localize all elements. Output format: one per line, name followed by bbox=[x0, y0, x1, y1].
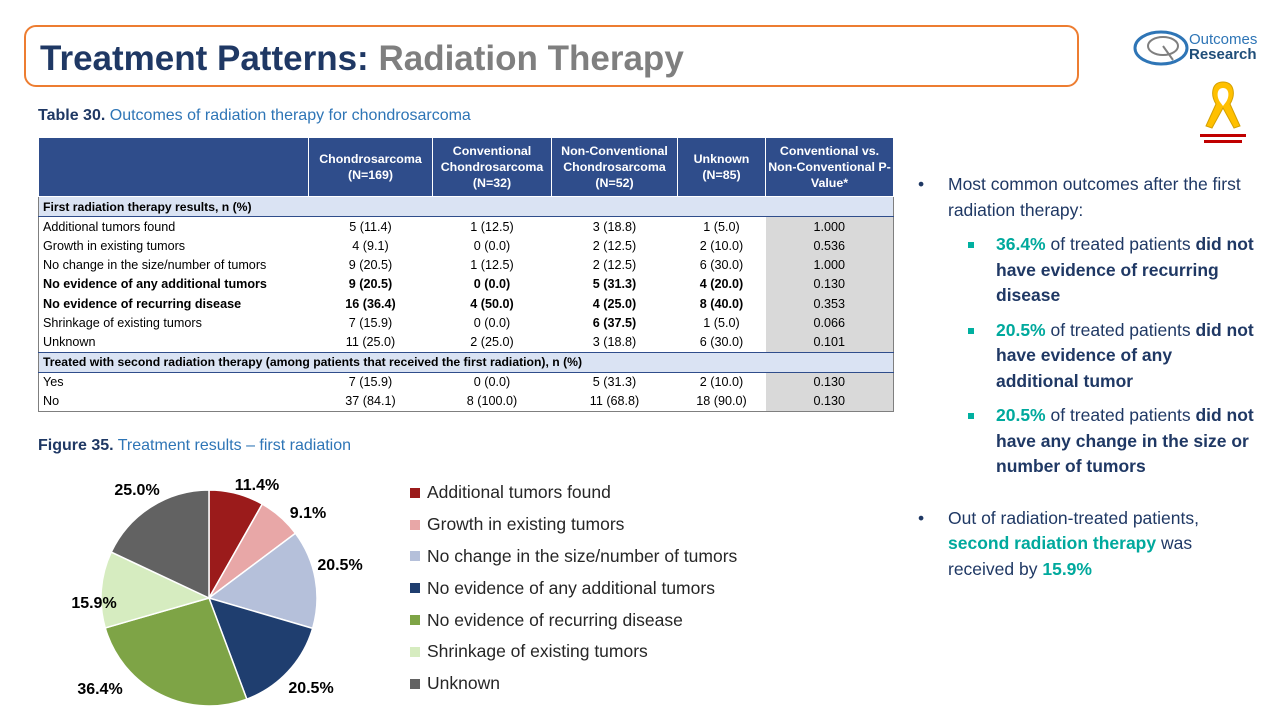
title-box bbox=[24, 25, 1079, 87]
table-cell: 3 (18.8) bbox=[592, 334, 637, 349]
table-cell: 11 (25.0) bbox=[345, 334, 396, 349]
bullet-text-mid: was received by bbox=[948, 533, 1193, 579]
table-row bbox=[39, 372, 894, 392]
pie-data-label: 36.4% bbox=[77, 681, 123, 698]
pie-data-label: 25.0% bbox=[114, 482, 160, 499]
figure-caption-label: Figure 35. bbox=[38, 437, 114, 454]
pie-data-label: 20.5% bbox=[288, 680, 334, 697]
table-row bbox=[39, 236, 894, 255]
p-value-cell: 0.130 bbox=[766, 275, 894, 294]
title-sub: Radiation Therapy bbox=[378, 39, 684, 78]
table-cell: 8 (40.0) bbox=[699, 296, 744, 311]
table-cell: 9 (20.5) bbox=[348, 277, 393, 292]
pie-data-label: 15.9% bbox=[71, 595, 117, 612]
row-label: Additional tumors found bbox=[43, 219, 176, 234]
table-cell: 2 (10.0) bbox=[699, 238, 744, 253]
sub-bullet-mid: of treated patients bbox=[1045, 234, 1196, 254]
bullet-dot-icon: • bbox=[918, 507, 925, 528]
sub-bullet-mid: of treated patients bbox=[1045, 319, 1196, 340]
sub-bullet-item bbox=[918, 232, 1258, 309]
legend-item bbox=[410, 509, 737, 541]
table-row bbox=[39, 217, 894, 237]
table-caption-label: Table 30. bbox=[38, 107, 106, 124]
table-cell: 0 (0.0) bbox=[473, 277, 511, 292]
table-cell: 5 (31.3) bbox=[592, 375, 637, 390]
table-caption bbox=[38, 107, 471, 125]
row-label: Yes bbox=[43, 375, 64, 390]
pie-data-label: 11.4% bbox=[234, 477, 280, 494]
legend-label: No evidence of recurring disease bbox=[427, 609, 683, 630]
awareness-ribbon-icon bbox=[1198, 76, 1248, 148]
table-cell: 0 (0.0) bbox=[473, 375, 511, 390]
p-value-cell: 1.000 bbox=[766, 256, 894, 275]
table-row bbox=[39, 313, 894, 332]
table-cell: 1 (12.5) bbox=[470, 219, 514, 234]
sub-bullet-pct: 20.5% bbox=[996, 405, 1046, 425]
row-label: No change in the size/number of tumors bbox=[43, 258, 267, 273]
table-row bbox=[39, 275, 894, 294]
p-value-cell: 0.066 bbox=[766, 313, 894, 332]
bullet-text-pct: 15.9% bbox=[1042, 558, 1092, 579]
p-value-cell: 1.000 bbox=[766, 217, 894, 237]
table-caption-text: Outcomes of radiation therapy for chondrosarcoma bbox=[109, 107, 471, 124]
row-label: Shrinkage of existing tumors bbox=[43, 315, 202, 330]
table-row bbox=[39, 392, 894, 412]
table-cell: 6 (30.0) bbox=[699, 258, 744, 273]
figure-caption bbox=[38, 437, 351, 455]
section-row bbox=[39, 197, 894, 217]
bullet-item bbox=[918, 172, 1258, 223]
row-label: No evidence of recurring disease bbox=[43, 296, 242, 311]
section-title: First radiation therapy results, n (%) bbox=[39, 197, 894, 217]
bullet-dot-icon: • bbox=[918, 174, 925, 194]
square-bullet-icon bbox=[968, 328, 974, 334]
p-value-cell: 0.353 bbox=[766, 294, 894, 313]
table-cell: 2 (12.5) bbox=[592, 258, 637, 273]
p-value-cell: 0.101 bbox=[766, 332, 894, 352]
section-row bbox=[39, 352, 894, 372]
column-header: Non-Conventional Chondrosarcoma (N=52) bbox=[552, 138, 678, 197]
sub-bullet-bold: did not have evidence of recurring disease bbox=[996, 234, 1254, 305]
title-main: Treatment Patterns: bbox=[40, 39, 369, 78]
table-row bbox=[39, 256, 894, 275]
logo-line1: Outcomes bbox=[1189, 31, 1258, 48]
figure-caption-text: Treatment results – first radiation bbox=[117, 437, 352, 454]
row-label: Unknown bbox=[43, 334, 96, 349]
legend-swatch bbox=[410, 488, 420, 498]
column-header: Conventional Chondrosarcoma (N=32) bbox=[433, 138, 552, 197]
legend-item bbox=[410, 636, 737, 668]
pie-data-label: 9.1% bbox=[289, 505, 327, 522]
bullet-text-teal: second radiation therapy bbox=[948, 533, 1157, 553]
table-header-row bbox=[39, 138, 894, 197]
table-cell: 0 (0.0) bbox=[473, 238, 511, 253]
row-label: Growth in existing tumors bbox=[43, 238, 186, 253]
table-cell: 7 (15.9) bbox=[348, 375, 393, 390]
table-row bbox=[39, 294, 894, 313]
p-value-cell: 0.130 bbox=[766, 372, 894, 392]
table-cell: 37 (84.1) bbox=[309, 392, 433, 412]
table-cell: 1 (5.0) bbox=[703, 315, 740, 330]
table-cell: 5 (31.3) bbox=[592, 277, 637, 292]
bullet-text: Most common outcomes after the first radiation therapy: bbox=[948, 174, 1241, 220]
table-cell: 4 (50.0) bbox=[470, 296, 514, 311]
pie-chart bbox=[71, 468, 380, 713]
legend-label: No change in the size/number of tumors bbox=[427, 545, 738, 566]
chart-legend bbox=[410, 477, 737, 700]
section-title: Treated with second radiation therapy (among patients that received the first radiation), n (%) bbox=[39, 352, 894, 372]
radiation-outcomes-table bbox=[38, 137, 894, 412]
table-cell: 6 (30.0) bbox=[699, 334, 744, 349]
table-cell: 16 (36.4) bbox=[345, 296, 396, 311]
square-bullet-icon bbox=[968, 413, 974, 419]
outcomes-research-logo bbox=[1133, 26, 1273, 70]
table-cell: 9 (20.5) bbox=[348, 258, 393, 273]
legend-swatch bbox=[410, 647, 420, 657]
bullet-item bbox=[918, 506, 1258, 583]
column-header: Conventional vs. Non-Conventional P-Value* bbox=[766, 138, 894, 197]
pie-data-label: 20.5% bbox=[317, 557, 363, 574]
table-cell: 4 (20.0) bbox=[699, 277, 744, 292]
row-label: No bbox=[39, 392, 309, 412]
row-label: No evidence of any additional tumors bbox=[43, 277, 267, 292]
key-findings bbox=[918, 172, 1258, 582]
legend-item bbox=[410, 541, 737, 573]
sub-bullet-mid: of treated patients bbox=[1045, 405, 1196, 425]
legend-item bbox=[410, 604, 737, 636]
table-row bbox=[39, 332, 894, 352]
table-cell: 2 (12.5) bbox=[592, 238, 637, 253]
table-cell: 2 (10.0) bbox=[699, 375, 744, 390]
legend-item bbox=[410, 477, 737, 509]
table-cell: 8 (100.0) bbox=[433, 392, 552, 412]
legend-swatch bbox=[410, 551, 420, 561]
legend-label: Unknown bbox=[427, 673, 500, 694]
legend-item bbox=[410, 668, 737, 700]
sub-bullet-bold: did not have any change in the size or number of tumors bbox=[996, 405, 1254, 476]
p-value-cell: 0.536 bbox=[766, 236, 894, 255]
logo-line2: Research bbox=[1189, 46, 1257, 63]
table-cell: 5 (11.4) bbox=[349, 219, 392, 234]
legend-swatch bbox=[410, 583, 420, 593]
legend-label: No evidence of any additional tumors bbox=[427, 577, 715, 598]
sub-bullet-pct: 36.4% bbox=[996, 234, 1046, 254]
logo-swirl-icon bbox=[1133, 26, 1193, 70]
table-cell: 7 (15.9) bbox=[348, 315, 393, 330]
p-value-cell: 0.130 bbox=[766, 392, 894, 412]
table-cell: 6 (37.5) bbox=[592, 315, 637, 330]
legend-label: Growth in existing tumors bbox=[427, 514, 625, 535]
bullet-text-pre: Out of radiation-treated patients, bbox=[948, 507, 1199, 528]
table-cell: 1 (12.5) bbox=[470, 258, 514, 273]
sub-bullet-item bbox=[918, 403, 1258, 480]
legend-swatch bbox=[410, 679, 420, 689]
legend-label: Shrinkage of existing tumors bbox=[427, 641, 648, 662]
sub-bullet-pct: 20.5% bbox=[996, 319, 1046, 340]
table-cell: 11 (68.8) bbox=[552, 392, 678, 412]
table-cell: 0 (0.0) bbox=[473, 315, 511, 330]
legend-label: Additional tumors found bbox=[427, 482, 611, 503]
page-title bbox=[40, 39, 684, 79]
table-cell: 18 (90.0) bbox=[678, 392, 766, 412]
table-cell: 3 (18.8) bbox=[592, 219, 637, 234]
table-cell: 4 (25.0) bbox=[592, 296, 637, 311]
column-header: Unknown (N=85) bbox=[678, 138, 766, 197]
column-header: Chondrosarcoma (N=169) bbox=[309, 138, 433, 197]
square-bullet-icon bbox=[968, 242, 974, 248]
column-header bbox=[39, 138, 309, 197]
legend-item bbox=[410, 572, 737, 604]
sub-bullet-bold: did not have evidence of any additional tumor bbox=[996, 319, 1254, 391]
legend-swatch bbox=[410, 520, 420, 530]
legend-swatch bbox=[410, 615, 420, 625]
table-cell: 4 (9.1) bbox=[352, 238, 389, 253]
sub-bullet-item bbox=[918, 318, 1258, 395]
table-cell: 2 (25.0) bbox=[470, 334, 514, 349]
table-cell: 1 (5.0) bbox=[703, 219, 740, 234]
